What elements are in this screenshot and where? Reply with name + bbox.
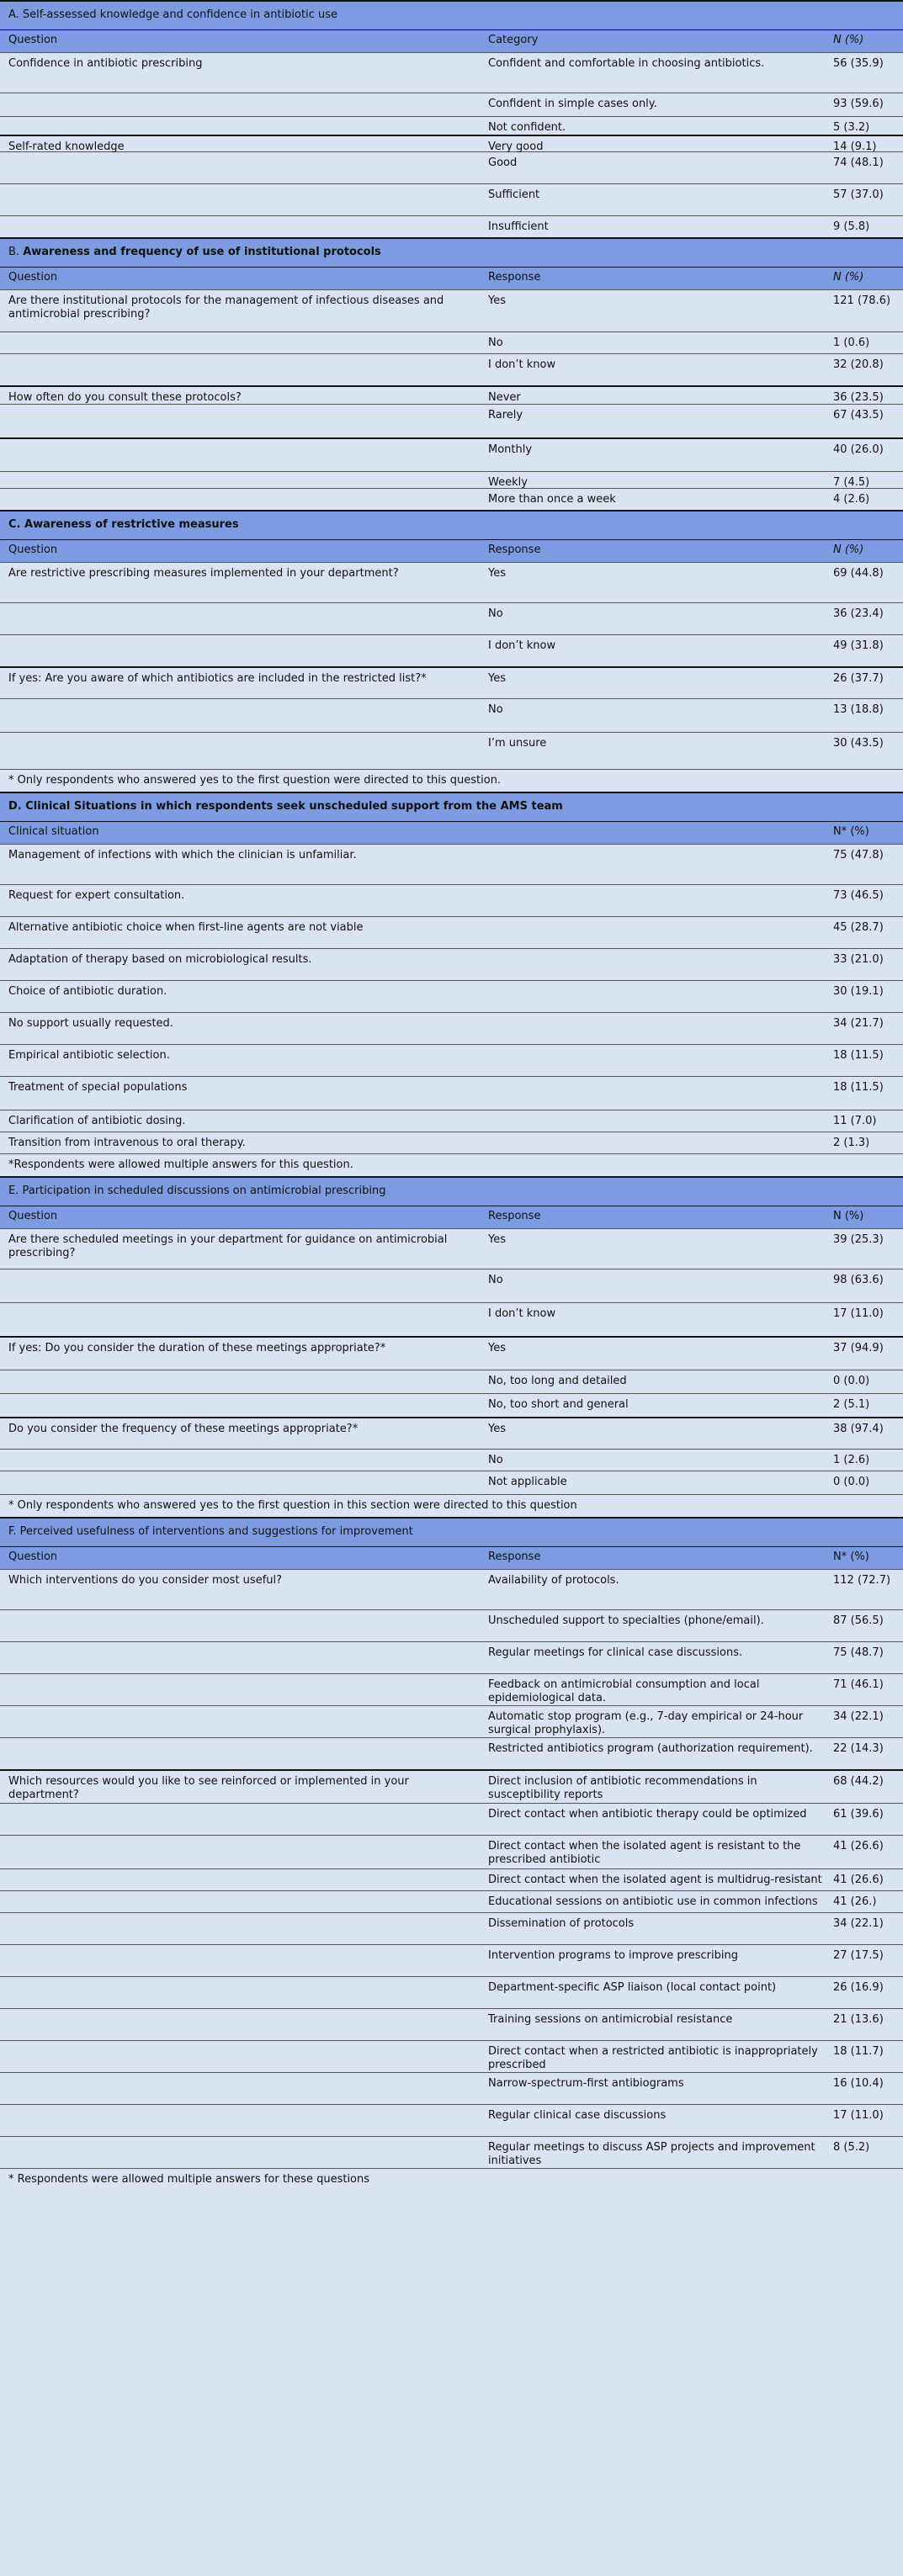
- section-e: [0, 1176, 903, 1517]
- cell-n: 93 (59.6): [833, 98, 884, 110]
- table-footnote: * Only respondents who answered yes to the first question were directed to this question.: [0, 769, 903, 792]
- cell-response: Availability of protocols.: [488, 1574, 619, 1587]
- cell-question: [8, 406, 488, 436]
- cell-response: Not applicable: [488, 1476, 567, 1488]
- table-row: [0, 1132, 903, 1153]
- cell-question: [8, 605, 488, 633]
- cell-response: Weekly: [488, 476, 528, 489]
- cell-response: Good: [488, 156, 518, 169]
- cell-n: 67 (43.5): [833, 409, 884, 421]
- table-row: [0, 116, 903, 135]
- header-n: N (%): [833, 543, 864, 556]
- table-row: [0, 1269, 903, 1302]
- table-row: [0, 471, 903, 488]
- table-row: [0, 1705, 903, 1737]
- cell-question: [8, 474, 488, 486]
- cell-question: [8, 734, 488, 767]
- cell-n: 38 (97.4): [833, 1423, 884, 1435]
- cell-response: Direct inclusion of antibiotic recommendations in susceptibility reports: [488, 1775, 757, 1801]
- cell-n: 34 (22.1): [833, 1710, 884, 1723]
- table-row: [0, 1370, 903, 1393]
- cell-response: Regular meetings to discuss ASP projects and improvement initiatives: [488, 2141, 815, 2167]
- cell-question: [8, 701, 488, 730]
- cell-n: 26 (37.7): [833, 672, 884, 685]
- header-question: Question: [8, 34, 58, 46]
- section-b: [0, 237, 903, 510]
- cell-response: Regular clinical case discussions: [488, 2109, 667, 2122]
- header-n: N (%): [833, 34, 864, 46]
- header-question: Question: [8, 271, 58, 284]
- table-row: [0, 1868, 903, 1890]
- table-row: [0, 1044, 903, 1076]
- section-title-text: E. Participation in scheduled discussions on antimicrobial prescribing: [8, 1185, 386, 1197]
- cell-n: 5 (3.2): [833, 121, 870, 134]
- cell-question: Clarification of antibiotic dosing.: [8, 1115, 186, 1127]
- cell-n: 73 (46.5): [833, 889, 884, 902]
- header-n: N (%): [833, 1210, 864, 1222]
- cell-n: 87 (56.5): [833, 1614, 884, 1627]
- cell-question: [8, 119, 488, 133]
- cell-question: [8, 2139, 488, 2166]
- table-row: [0, 948, 903, 980]
- table-row: [0, 634, 903, 666]
- table-row: [0, 2136, 903, 2168]
- table-row: [0, 52, 903, 93]
- cell-n: 57 (37.0): [833, 188, 884, 201]
- cell-response: Direct contact when antibiotic therapy could be optimized: [488, 1808, 807, 1821]
- table-row: [0, 404, 903, 437]
- table-row: [0, 1609, 903, 1641]
- cell-n: 74 (48.1): [833, 156, 884, 169]
- table-row: [0, 1976, 903, 2008]
- cell-response: Rarely: [488, 409, 523, 421]
- cell-n: 75 (47.8): [833, 849, 884, 861]
- cell-response: Regular meetings for clinical case discussions.: [488, 1646, 743, 1659]
- cell-response: Very good: [488, 140, 544, 153]
- cell-question: [8, 1837, 488, 1867]
- cell-n: 71 (46.1): [833, 1678, 884, 1691]
- cell-question: [8, 2043, 488, 2070]
- cell-question: [8, 1372, 488, 1391]
- cell-response: Yes: [488, 1342, 506, 1354]
- section-a: [0, 0, 903, 237]
- header-response: Response: [488, 1210, 541, 1222]
- cell-n: 11 (7.0): [833, 1115, 877, 1127]
- cell-response: Insufficient: [488, 220, 549, 233]
- cell-n: 34 (21.7): [833, 1017, 884, 1030]
- cell-response: I don’t know: [488, 639, 556, 652]
- cell-n: 17 (11.0): [833, 1307, 884, 1320]
- header-response: Response: [488, 271, 541, 284]
- cell-question: Are there scheduled meetings in your department for guidance on antimicrobial prescribing?: [8, 1233, 448, 1259]
- cell-n: 18 (11.5): [833, 1081, 884, 1094]
- cell-question: Adaptation of therapy based on microbiological results.: [8, 953, 312, 966]
- section-title: [0, 237, 903, 267]
- cell-question: Request for expert consultation.: [8, 889, 185, 902]
- cell-response: Yes: [488, 1233, 506, 1246]
- table-row: [0, 980, 903, 1012]
- cell-question: [8, 218, 488, 236]
- table-row: [0, 2040, 903, 2072]
- cell-question: [8, 356, 488, 384]
- cell-n: 1 (2.6): [833, 1454, 870, 1466]
- cell-n: 68 (44.2): [833, 1775, 884, 1788]
- table-row: [0, 289, 903, 331]
- table-row: [0, 1471, 903, 1494]
- cell-question: If yes: Do you consider the duration of these meetings appropriate?*: [8, 1342, 386, 1354]
- section-title-prefix: B.: [8, 246, 24, 258]
- cell-question: [8, 1676, 488, 1704]
- table-row: [0, 602, 903, 634]
- table-row: [0, 1012, 903, 1044]
- cell-n: 21 (13.6): [833, 2013, 884, 2026]
- table-row: [0, 2072, 903, 2104]
- cell-question: [8, 1947, 488, 1974]
- cell-n: 16 (10.4): [833, 2077, 884, 2090]
- cell-question: [8, 1979, 488, 2006]
- cell-question: [8, 441, 488, 469]
- section-title: [0, 1517, 903, 1546]
- cell-question: [8, 2011, 488, 2038]
- cell-question: [8, 1612, 488, 1640]
- cell-n: 9 (5.8): [833, 220, 870, 233]
- cell-question: Alternative antibiotic choice when first-line agents are not viable: [8, 921, 364, 934]
- section-title-text: D. Clinical Situations in which respondents seek unscheduled support from the AMS team: [8, 800, 563, 813]
- table-row: [0, 135, 903, 151]
- cell-question: Do you consider the frequency of these meetings appropriate?*: [8, 1423, 359, 1435]
- cell-response: Direct contact when the isolated agent is multidrug-resistant: [488, 1874, 822, 1886]
- table-row: [0, 666, 903, 698]
- cell-question: Management of infections with which the clinician is unfamiliar.: [8, 849, 357, 861]
- cell-question: [8, 1805, 488, 1833]
- cell-response: Department-specific ASP liaison (local contact point): [488, 1981, 777, 1994]
- cell-n: 75 (48.7): [833, 1646, 884, 1659]
- table-row: [0, 1449, 903, 1471]
- section-title-text: C. Awareness of restrictive measures: [8, 518, 239, 531]
- header-question: Question: [8, 1550, 58, 1563]
- cell-response: Sufficient: [488, 188, 540, 201]
- cell-question: [8, 2075, 488, 2102]
- cell-response: No: [488, 703, 503, 716]
- table-row: [0, 916, 903, 948]
- cell-response: Direct contact when a restricted antibiotic is inappropriately prescribed: [488, 2045, 818, 2071]
- cell-n: 0 (0.0): [833, 1476, 870, 1488]
- cell-response: Educational sessions on antibiotic use in common infections: [488, 1895, 818, 1908]
- table-row: [0, 331, 903, 353]
- cell-n: 33 (21.0): [833, 953, 884, 966]
- cell-n: 98 (63.6): [833, 1274, 884, 1286]
- cell-question: How often do you consult these protocols?: [8, 391, 242, 404]
- cell-question: No support usually requested.: [8, 1017, 173, 1030]
- cell-question: [8, 334, 488, 352]
- table-row: [0, 698, 903, 732]
- cell-response: Direct contact when the isolated agent is resistant to the prescribed antibiotic: [488, 1840, 801, 1866]
- cell-question: Which resources would you like to see reinforced or implemented in your department?: [8, 1775, 409, 1801]
- cell-response: Narrow-spectrum-first antibiograms: [488, 2077, 684, 2090]
- table-row: [0, 1737, 903, 1769]
- cell-question: [8, 1740, 488, 1768]
- table-row: [0, 1569, 903, 1609]
- cell-response: I don’t know: [488, 1307, 556, 1320]
- cell-question: Are restrictive prescribing measures implemented in your department?: [8, 567, 399, 580]
- cell-question: [8, 95, 488, 114]
- table-row: [0, 437, 903, 471]
- cell-question: [8, 1305, 488, 1334]
- section-d: [0, 792, 903, 1176]
- table-row: [0, 884, 903, 916]
- header-response: Category: [488, 34, 539, 46]
- cell-n: 30 (19.1): [833, 985, 884, 998]
- cell-response: Confident and comfortable in choosing antibiotics.: [488, 57, 765, 70]
- table-header-row: [0, 29, 903, 52]
- table-row: [0, 215, 903, 237]
- cell-n: 13 (18.8): [833, 703, 884, 716]
- cell-n: 30 (43.5): [833, 737, 884, 750]
- cell-n: 40 (26.0): [833, 443, 884, 456]
- table-row: [0, 732, 903, 769]
- cell-response: No, too short and general: [488, 1398, 629, 1411]
- table-header-row: [0, 267, 903, 289]
- cell-n: 17 (11.0): [833, 2109, 884, 2122]
- header-question: Clinical situation: [8, 825, 99, 838]
- section-f: [0, 1517, 903, 2191]
- cell-n: 56 (35.9): [833, 57, 884, 70]
- cell-question: [8, 490, 488, 508]
- header-question: Question: [8, 543, 58, 556]
- cell-n: 41 (26.): [833, 1895, 877, 1908]
- cell-n: 14 (9.1): [833, 140, 877, 153]
- cell-n: 41 (26.6): [833, 1840, 884, 1852]
- table-footnote: *Respondents were allowed multiple answers for this question.: [0, 1153, 903, 1176]
- cell-n: 37 (94.9): [833, 1342, 884, 1354]
- table-row: [0, 1673, 903, 1705]
- cell-response: Yes: [488, 294, 506, 307]
- table-footnote: * Respondents were allowed multiple answers for these questions: [0, 2168, 903, 2191]
- cell-question: [8, 1893, 488, 1911]
- table-row: [0, 1835, 903, 1868]
- cell-n: 32 (20.8): [833, 358, 884, 371]
- table-row: [0, 93, 903, 116]
- cell-response: Intervention programs to improve prescribing: [488, 1949, 738, 1962]
- cell-n: 34 (22.1): [833, 1917, 884, 1930]
- cell-response: Not confident.: [488, 121, 566, 134]
- table-row: [0, 385, 903, 404]
- cell-response: I don’t know: [488, 358, 556, 371]
- table-header-row: [0, 1206, 903, 1228]
- cell-question: [8, 637, 488, 665]
- cell-response: No, too long and detailed: [488, 1375, 627, 1387]
- table-row: [0, 1641, 903, 1673]
- cell-n: 36 (23.5): [833, 391, 884, 404]
- section-title: [0, 510, 903, 539]
- cell-question: [8, 1396, 488, 1415]
- cell-response: Never: [488, 391, 521, 404]
- cell-question: Choice of antibiotic duration.: [8, 985, 167, 998]
- table-row: [0, 562, 903, 602]
- cell-n: 45 (28.7): [833, 921, 884, 934]
- cell-question: Empirical antibiotic selection.: [8, 1049, 170, 1062]
- cell-question: [8, 1473, 488, 1492]
- cell-response: Feedback on antimicrobial consumption and local epidemiological data.: [488, 1678, 760, 1704]
- table-row: [0, 1890, 903, 1912]
- header-n: N* (%): [833, 1550, 869, 1563]
- table-row: [0, 353, 903, 385]
- cell-response: No: [488, 607, 503, 620]
- cell-n: 0 (0.0): [833, 1375, 870, 1387]
- cell-question: Transition from intravenous to oral therapy.: [8, 1137, 246, 1149]
- cell-n: 4 (2.6): [833, 493, 870, 506]
- cell-n: 2 (5.1): [833, 1398, 870, 1411]
- cell-n: 39 (25.3): [833, 1233, 884, 1246]
- cell-response: Automatic stop program (e.g., 7-day empirical or 24-hour surgical prophylaxis).: [488, 1710, 804, 1736]
- table-row: [0, 1228, 903, 1269]
- cell-n: 36 (23.4): [833, 607, 884, 620]
- cell-n: 8 (5.2): [833, 2141, 870, 2154]
- section-title: [0, 0, 903, 29]
- header-n: N* (%): [833, 825, 869, 838]
- section-c: [0, 510, 903, 792]
- cell-n: 69 (44.8): [833, 567, 884, 580]
- table-row: [0, 151, 903, 183]
- section-title-text: Awareness and frequency of use of institutional protocols: [23, 246, 381, 258]
- cell-response: Confident in simple cases only.: [488, 98, 657, 110]
- table-row: [0, 2008, 903, 2040]
- cell-question: [8, 1644, 488, 1672]
- table-row: [0, 844, 903, 884]
- cell-response: Yes: [488, 567, 506, 580]
- cell-n: 22 (14.3): [833, 1742, 884, 1755]
- cell-question: [8, 2107, 488, 2134]
- table-row: [0, 1803, 903, 1835]
- cell-question: Treatment of special populations: [8, 1081, 188, 1094]
- cell-n: 7 (4.5): [833, 476, 870, 489]
- cell-n: 26 (16.9): [833, 1981, 884, 1994]
- cell-response: No: [488, 1454, 503, 1466]
- cell-response: Restricted antibiotics program (authorization requirement).: [488, 1742, 813, 1755]
- cell-response: Training sessions on antimicrobial resistance: [488, 2013, 733, 2026]
- section-title: [0, 792, 903, 821]
- table-row: [0, 1110, 903, 1132]
- cell-question: Self-rated knowledge: [8, 140, 125, 153]
- table-row: [0, 2104, 903, 2136]
- cell-n: 18 (11.5): [833, 1049, 884, 1062]
- cell-response: Yes: [488, 672, 506, 685]
- table-row: [0, 1302, 903, 1336]
- cell-n: 27 (17.5): [833, 1949, 884, 1962]
- table-row: [0, 1336, 903, 1370]
- table-row: [0, 1393, 903, 1417]
- table-footnote: * Only respondents who answered yes to the first question in this section were directed to this question: [0, 1494, 903, 1517]
- table-row: [0, 488, 903, 510]
- cell-question: Are there institutional protocols for the management of infectious diseases and antimicrobial prescribing?: [8, 294, 444, 321]
- cell-n: 49 (31.8): [833, 639, 884, 652]
- cell-question: Which interventions do you consider most useful?: [8, 1574, 283, 1587]
- cell-response: No: [488, 337, 503, 349]
- cell-question: [8, 1271, 488, 1301]
- cell-response: Unscheduled support to specialties (phone/email).: [488, 1614, 764, 1627]
- header-question: Question: [8, 1210, 58, 1222]
- header-n: N (%): [833, 271, 864, 284]
- section-title-text: F. Perceived usefulness of interventions and suggestions for improvement: [8, 1525, 413, 1538]
- cell-n: 1 (0.6): [833, 337, 870, 349]
- cell-question: [8, 186, 488, 214]
- header-response: Response: [488, 1550, 541, 1563]
- cell-response: No: [488, 1274, 503, 1286]
- section-title-text: A. Self-assessed knowledge and confidence in antibiotic use: [8, 8, 337, 21]
- table-row: [0, 183, 903, 215]
- cell-response: Yes: [488, 1423, 506, 1435]
- cell-response: Monthly: [488, 443, 533, 456]
- cell-question: [8, 1915, 488, 1943]
- table-header-row: [0, 539, 903, 562]
- cell-response: More than once a week: [488, 493, 616, 506]
- cell-response: I’m unsure: [488, 737, 547, 750]
- cell-response: Dissemination of protocols: [488, 1917, 635, 1930]
- cell-n: 61 (39.6): [833, 1808, 884, 1821]
- cell-question: [8, 1451, 488, 1469]
- cell-n: 121 (78.6): [833, 294, 891, 307]
- table-row: [0, 1769, 903, 1803]
- table-row: [0, 1417, 903, 1449]
- table-row: [0, 1076, 903, 1110]
- cell-question: If yes: Are you aware of which antibiotics are included in the restricted list?*: [8, 672, 427, 685]
- cell-n: 18 (11.7): [833, 2045, 884, 2058]
- header-response: Response: [488, 543, 541, 556]
- cell-question: [8, 1708, 488, 1736]
- table-row: [0, 1944, 903, 1976]
- table-header-row: [0, 1546, 903, 1569]
- cell-n: 2 (1.3): [833, 1137, 870, 1149]
- section-title: [0, 1176, 903, 1206]
- cell-question: [8, 154, 488, 182]
- cell-question: Confidence in antibiotic prescribing: [8, 57, 203, 70]
- cell-n: 41 (26.6): [833, 1874, 884, 1886]
- cell-question: [8, 1871, 488, 1889]
- table-header-row: [0, 821, 903, 844]
- table-row: [0, 1912, 903, 1944]
- cell-n: 112 (72.7): [833, 1574, 891, 1587]
